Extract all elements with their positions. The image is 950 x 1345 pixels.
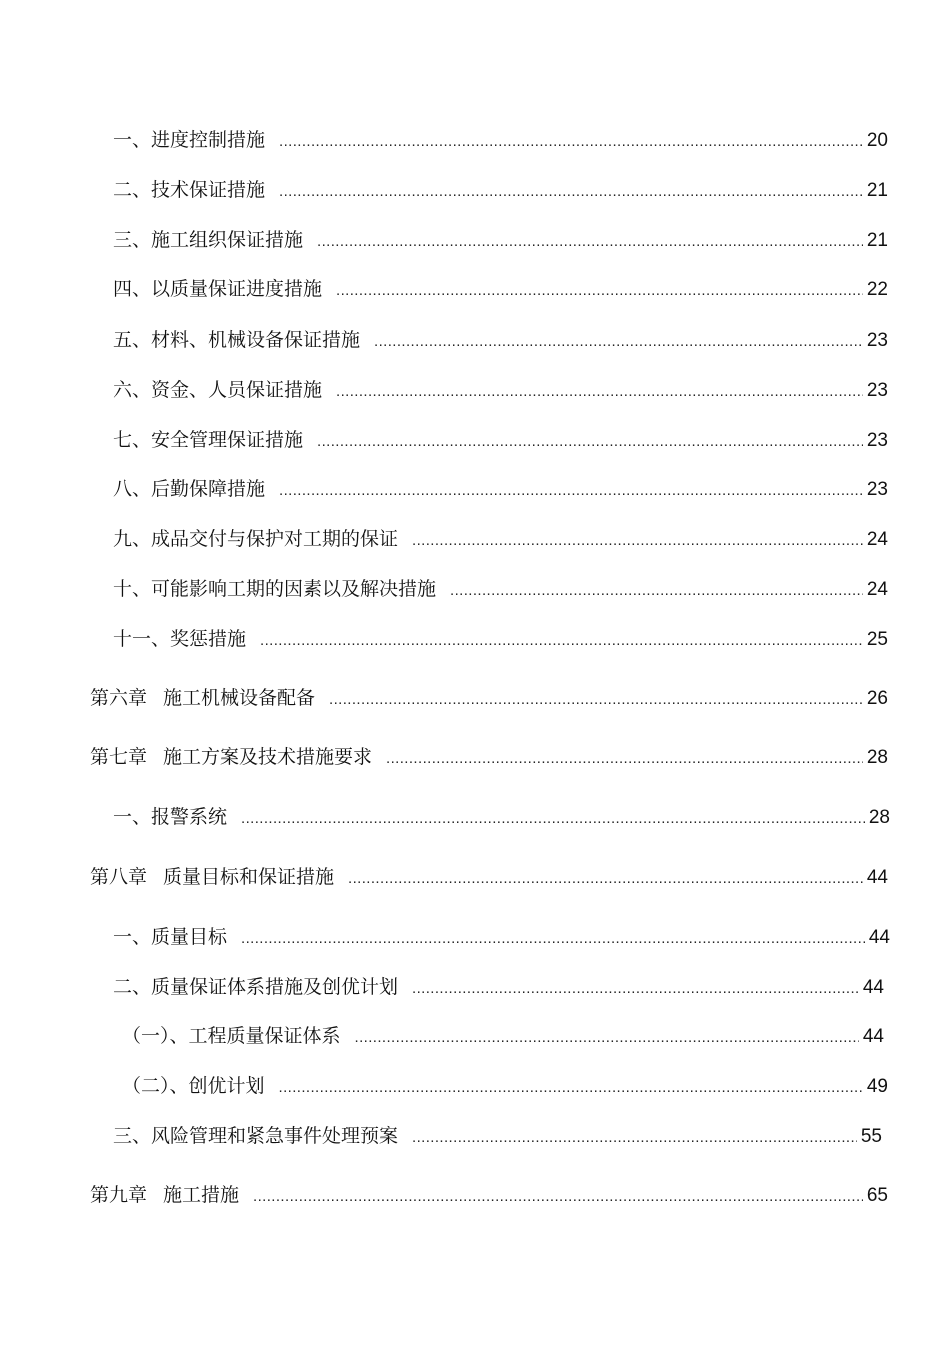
dot-leader [241,807,865,831]
toc-entry-title: 十、可能影响工期的因素以及解决措施 [113,578,437,600]
toc-entry[interactable] [113,228,888,254]
toc-page-number: 24 [866,579,888,600]
toc-entry[interactable] [113,805,890,831]
toc-entry[interactable] [113,1124,882,1150]
chapter-title: 质量目标和保证措施 [163,866,335,888]
toc-entry-title: （二）、创优计划 [122,1075,265,1097]
toc-entry[interactable] [113,428,888,454]
toc-entry[interactable] [113,378,888,404]
toc-page-number: 23 [866,380,888,401]
dot-leader [241,927,865,951]
chapter-number: 第八章 [90,866,148,888]
toc-entry[interactable] [113,277,888,303]
dot-leader [279,130,863,154]
dot-leader [253,1185,863,1209]
toc-page-number: 44 [868,927,890,948]
dot-leader [412,977,859,1001]
toc-entry-title: 九、成品交付与保护对工期的保证 [113,528,399,550]
toc-entry[interactable] [113,527,888,553]
toc-entry[interactable] [113,128,888,154]
toc-page-number: 65 [866,1185,888,1206]
toc-chapter-entry[interactable] [90,686,888,712]
dot-leader [260,629,863,653]
toc-entry[interactable] [113,627,888,653]
toc-entry-title: 五、材料、机械设备保证措施 [113,329,361,351]
chapter-title: 施工措施 [163,1184,240,1206]
toc-entry[interactable] [113,477,888,503]
toc-page-number: 28 [868,807,890,828]
toc-entry-title: 四、以质量保证进度措施 [113,278,323,300]
toc-entry-title: 六、资金、人员保证措施 [113,379,323,401]
toc-entry-title [90,745,372,769]
toc-entry[interactable] [122,1074,888,1100]
dot-leader [317,430,863,454]
toc-entry[interactable] [113,328,888,354]
toc-entry-title: 三、风险管理和紧急事件处理预案 [113,1125,399,1147]
toc-page-number: 23 [866,330,888,351]
toc-entry-title: 一、进度控制措施 [113,129,266,151]
dot-leader [336,380,863,404]
dot-leader [279,1076,863,1100]
dot-leader [279,479,863,503]
toc-page-number: 44 [866,867,888,888]
toc-page-number: 25 [866,629,888,650]
toc-page-number: 28 [866,747,888,768]
toc-chapter-entry[interactable] [90,865,888,891]
toc-entry[interactable] [113,925,890,951]
chapter-title: 施工方案及技术措施要求 [163,746,373,768]
toc-entry-title: 十一、奖惩措施 [113,628,247,650]
toc-page-number: 21 [866,230,888,251]
toc-entry-title: 二、技术保证措施 [113,179,266,201]
toc-page-number: 26 [866,688,888,709]
dot-leader [329,688,863,712]
toc-entry-title: 一、质量目标 [113,926,228,948]
toc-entry-title: 二、质量保证体系措施及创优计划 [113,976,399,998]
toc-page-number: 22 [866,279,888,300]
dot-leader [317,230,863,254]
toc-entry-title: 一、报警系统 [113,806,228,828]
chapter-number: 第九章 [90,1184,148,1206]
toc-page-number: 21 [866,180,888,201]
toc-entry[interactable] [113,975,884,1001]
toc-page-number: 20 [866,130,888,151]
toc-page-number: 55 [860,1126,882,1147]
toc-entry-title: 三、施工组织保证措施 [113,229,304,251]
toc-chapter-entry[interactable] [90,1183,888,1209]
toc-entry[interactable] [113,577,888,603]
toc-page-number: 44 [862,1026,884,1047]
toc-entry-title [90,686,315,710]
chapter-number: 第六章 [90,687,148,709]
toc-page-number: 24 [866,529,888,550]
dot-leader [279,180,863,204]
toc-page-number: 44 [862,977,884,998]
toc-entry-title: 七、安全管理保证措施 [113,429,304,451]
toc-entry-title [90,865,334,889]
dot-leader [450,579,863,603]
dot-leader [336,279,863,303]
toc-page-number: 23 [866,479,888,500]
dot-leader [374,330,863,354]
chapter-number: 第七章 [90,746,148,768]
toc-chapter-entry[interactable] [90,745,888,771]
dot-leader [355,1026,859,1050]
dot-leader [412,1126,857,1150]
chapter-title: 施工机械设备配备 [163,687,316,709]
toc-entry[interactable] [122,1024,884,1050]
dot-leader [348,867,863,891]
toc-entry-title: （一）、工程质量保证体系 [122,1025,341,1047]
toc-entry[interactable] [113,178,888,204]
toc-entry-title [90,1183,239,1207]
dot-leader [386,747,863,771]
toc-page-number: 49 [866,1076,888,1097]
toc-entry-title: 八、后勤保障措施 [113,478,266,500]
toc-page-number: 23 [866,430,888,451]
dot-leader [412,529,863,553]
